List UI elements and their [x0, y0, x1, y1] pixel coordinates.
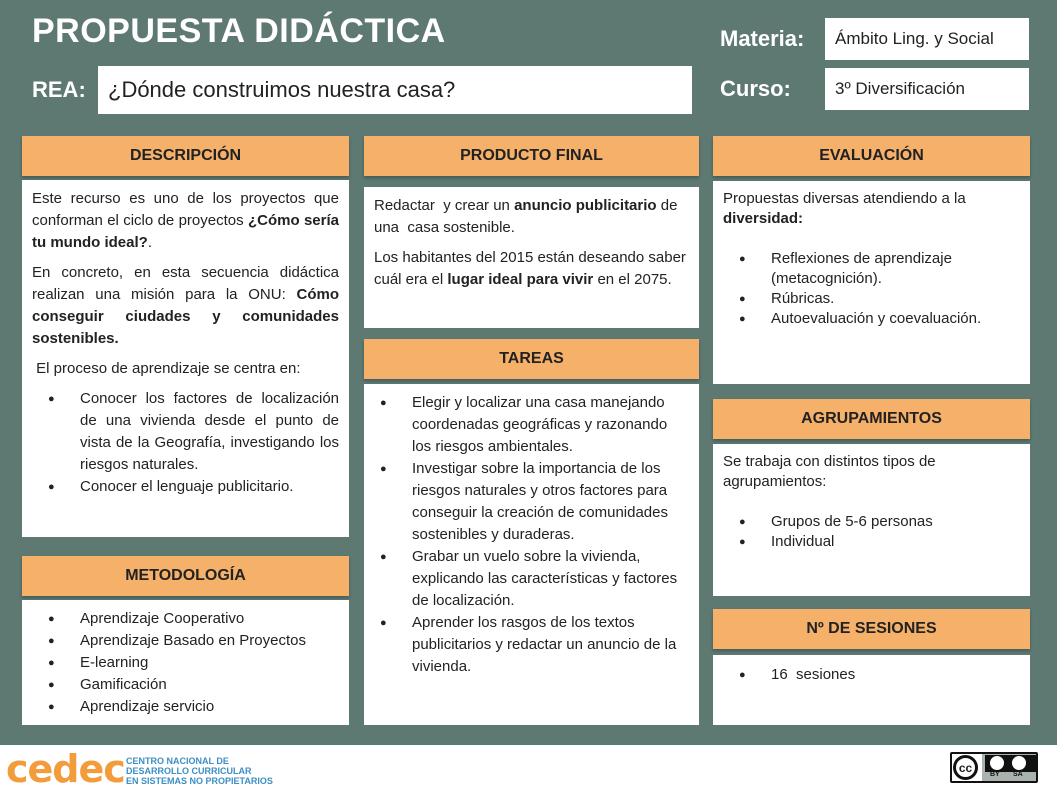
metodologia-panel	[22, 600, 349, 725]
descripcion-header: DESCRIPCIÓN	[22, 136, 349, 176]
agrupamientos-header: AGRUPAMIENTOS	[713, 399, 1030, 439]
agrupamientos-panel	[713, 444, 1030, 596]
producto-paragraph-2: Los habitantes del 2015 están deseando saber cuál era el lugar ideal para vivir en el 2075.	[374, 249, 686, 288]
metodologia-header: METODOLOGÍA	[22, 556, 349, 596]
rea-title-field: ¿Dónde construimos nuestra casa?	[98, 66, 692, 114]
descripcion-panel	[22, 180, 349, 537]
sesiones-header: Nº DE SESIONES	[713, 609, 1030, 649]
list-item: ● Aprendizaje Basado en Proyectos	[32, 630, 339, 652]
list-item: ● Individual	[723, 532, 1020, 552]
by-person-icon	[990, 756, 1004, 770]
curso-field: 3º Diversificación	[825, 68, 1029, 110]
list-item: ● Aprendizaje Cooperativo	[32, 608, 339, 630]
list-item: ● Conocer los factores de localización de una vivienda desde el punto de vista de la Geografía, investigando los riesgos naturales.	[32, 388, 339, 476]
curso-label: Curso:	[720, 76, 791, 101]
tareas-panel	[364, 384, 699, 725]
producto-paragraph-1: Redactar y crear un anuncio publicitario de una casa sostenible.	[374, 197, 682, 236]
tareas-header: TAREAS	[364, 339, 699, 379]
list-item: ● Reflexiones de aprendizaje (metacognición).	[723, 249, 1020, 289]
list-item: ● Aprendizaje servicio	[32, 696, 339, 718]
materia-label: Materia:	[720, 26, 805, 51]
cc-license-badge	[950, 752, 1038, 783]
list-item: ● Grupos de 5-6 personas	[723, 512, 1020, 532]
list-item: ● Gamificación	[32, 674, 339, 696]
list-item: ● E-learning	[32, 652, 339, 674]
evaluacion-panel	[713, 181, 1030, 384]
list-item: ● Rúbricas.	[723, 289, 1020, 309]
list-item: ● Aprender los rasgos de los textos publicitarios y redactar un anuncio de la vivienda.	[364, 612, 689, 678]
agrupamientos-intro: Se trabaja con distintos tipos de agrupamientos:	[723, 453, 936, 490]
evaluacion-header: EVALUACIÓN	[713, 136, 1030, 176]
evaluacion-intro: Propuestas diversas atendiendo a la diversidad:	[723, 190, 966, 227]
cedec-org-name: CENTRO NACIONAL DE DESARROLLO CURRICULAR EN SISTEMAS NO PROPIETARIOS	[126, 756, 273, 786]
list-item: ● Autoevaluación y coevaluación.	[723, 309, 1020, 329]
list-item: ● 16 sesiones	[723, 664, 1020, 686]
list-item: ● Elegir y localizar una casa manejando coordenadas geográficas y razonando los riesgos ambientales.	[364, 392, 689, 458]
descripcion-paragraph-2: En concreto, en esta secuencia didáctica realizan una misión para la ONU: Cómo conseguir ciudades y comunidades sostenibles.	[32, 264, 339, 347]
list-item: ● Conocer el lenguaje publicitario.	[32, 476, 339, 498]
descripcion-paragraph-3: El proceso de aprendizaje se centra en:	[32, 360, 301, 377]
producto-final-panel	[364, 187, 699, 328]
cc-icon: cc	[953, 755, 978, 780]
page-title: PROPUESTA DIDÁCTICA	[32, 12, 446, 50]
cedec-logo: cedec	[6, 747, 125, 791]
producto-final-header: PRODUCTO FINAL	[364, 136, 699, 176]
sa-share-icon	[1012, 756, 1026, 770]
list-item: ● Grabar un vuelo sobre la vivienda, explicando las características y factores de localización.	[364, 546, 689, 612]
materia-field: Ámbito Ling. y Social	[825, 18, 1029, 60]
footer	[0, 745, 1057, 793]
sa-label: SA	[1013, 771, 1023, 778]
by-label: BY	[990, 771, 1000, 778]
list-item: ● Investigar sobre la importancia de los riesgos naturales y otros factores para conseguir la creación de comunidades sostenibles y duraderas.	[364, 458, 689, 546]
descripcion-paragraph-1: Este recurso es uno de los proyectos que conforman el ciclo de proyectos ¿Cómo sería tu mundo ideal?.	[32, 190, 339, 251]
rea-label: REA:	[32, 77, 86, 102]
sesiones-panel	[713, 655, 1030, 725]
